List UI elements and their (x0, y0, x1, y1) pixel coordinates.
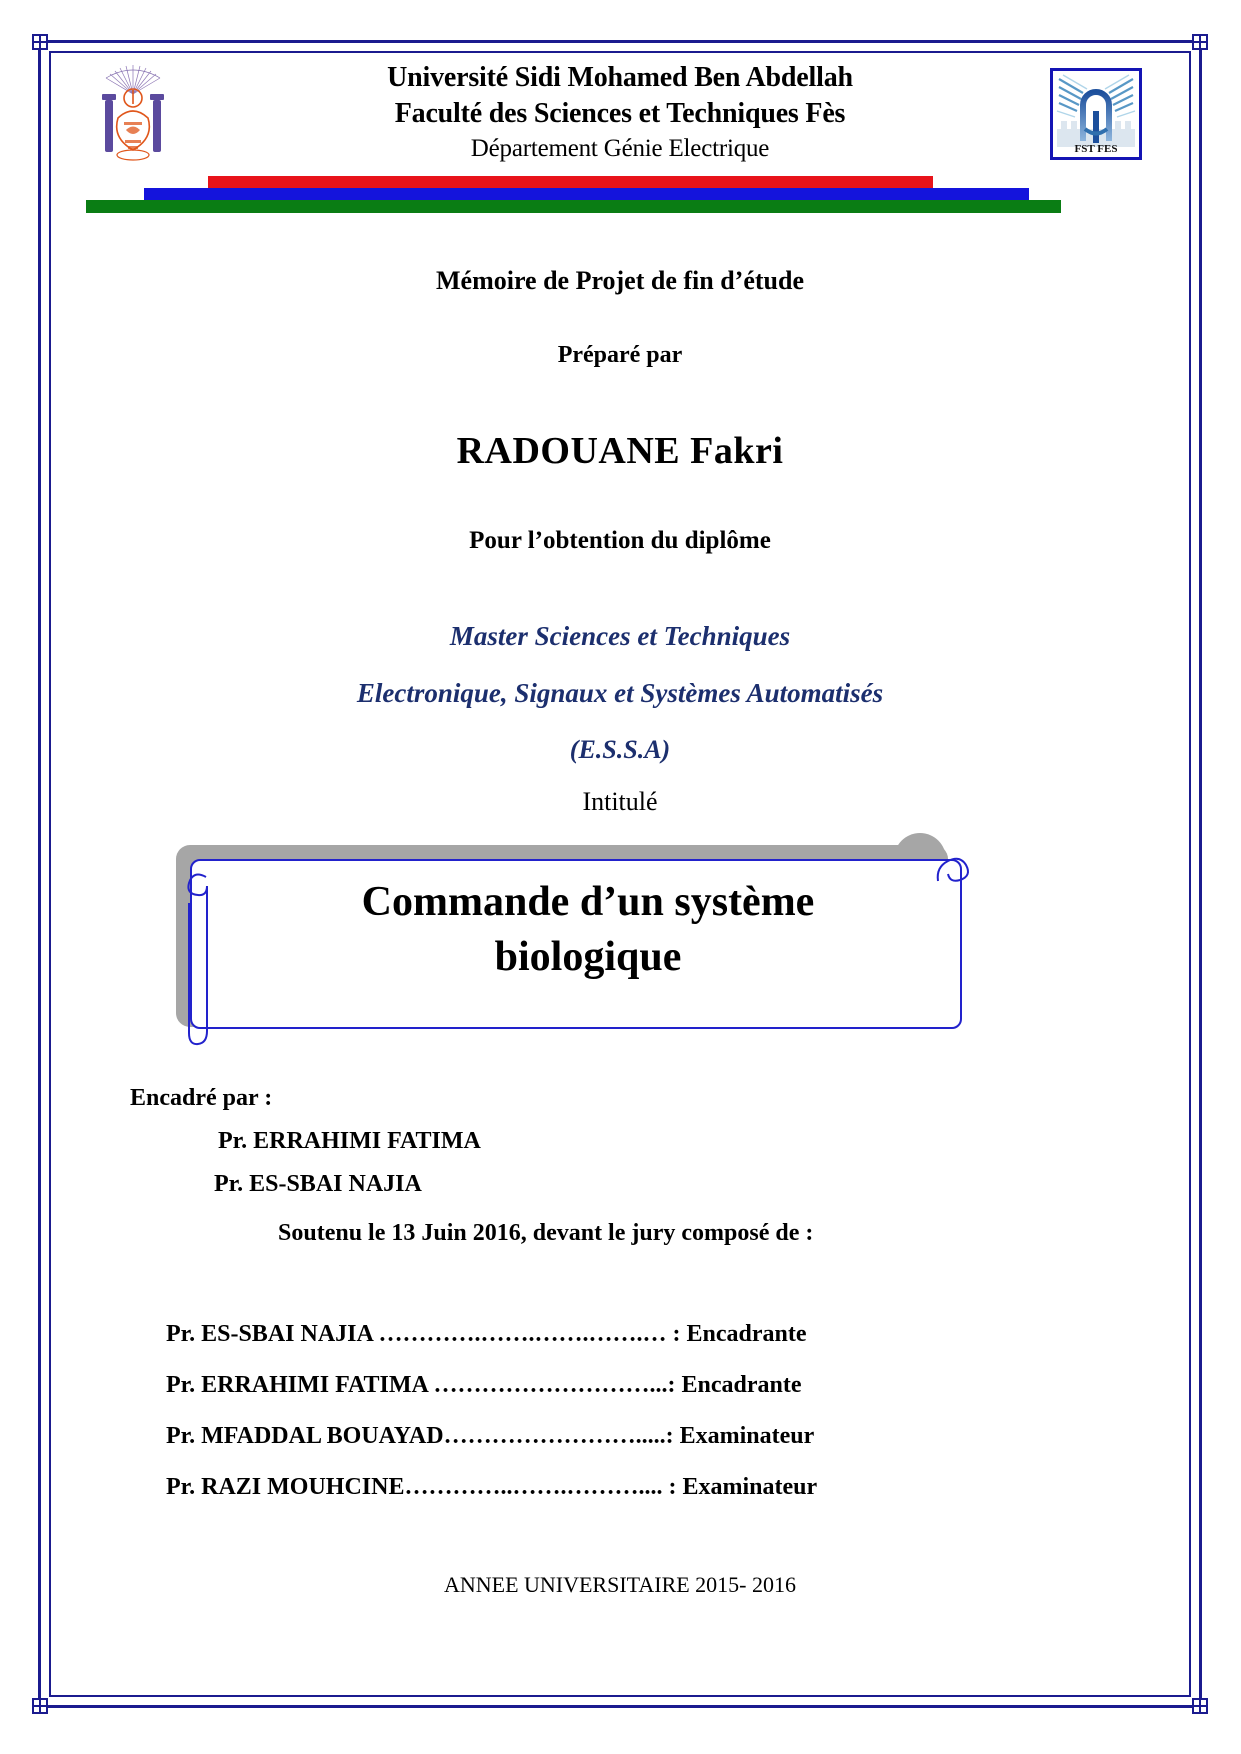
supervisors-heading: Encadré par : (130, 1085, 273, 1111)
page-header (56, 54, 1184, 172)
academic-year-footer: ANNEE UNIVERSITAIRE 2015- 2016 (443, 1572, 797, 1597)
supervisor-name-1: Pr. ERRAHIMI FATIMA (218, 1128, 481, 1154)
faculty-name: Faculté des Sciences et Techniques Fès (394, 98, 846, 130)
memoire-label: Mémoire de Projet de fin d’étude (436, 266, 804, 295)
diploma-label: Pour l’obtention du diplôme (469, 527, 771, 554)
jury-member-row-2: Pr. ERRAHIMI FATIMA ………………………...: Encadrante (166, 1372, 802, 1398)
corner-mark-bottom-left (32, 1698, 48, 1714)
fst-fes-logo (1050, 68, 1142, 160)
department-name: Département Génie Electrique (470, 134, 770, 162)
header-institution-titles (56, 60, 1184, 165)
university-name: Université Sidi Mohamed Ben Abdellah (387, 62, 853, 93)
thesis-title-line1: Commande d’un système (361, 879, 815, 925)
corner-mark-top-right (1192, 34, 1208, 50)
title-scroll-banner (56, 837, 1184, 1049)
thesis-title-line2: biologique (494, 933, 682, 980)
master-program-line1: Master Sciences et Techniques (449, 621, 791, 651)
supervisor-name-2: Pr. ES-SBAI NAJIA (214, 1171, 422, 1197)
jury-member-row-4: Pr. RAZI MOUHCINE…………..…….……….... : Examinateur (166, 1474, 818, 1500)
jury-list (56, 1321, 1184, 1501)
scroll-left-curl-icon (182, 863, 216, 1053)
defense-date-line: Soutenu le 13 Juin 2016, devant le jury composé de : (278, 1220, 814, 1246)
thesis-title (228, 875, 948, 984)
intitule-label: Intitulé (582, 787, 658, 816)
corner-mark-bottom-right (1192, 1698, 1208, 1714)
fst-fes-logo-caption: FST FES (1074, 143, 1118, 155)
cover-page-content (56, 54, 1184, 1694)
corner-mark-top-left (32, 34, 48, 50)
author-name: RADOUANE Fakri (456, 430, 784, 472)
master-program-line2: Electronique, Signaux et Systèmes Automatisés (356, 678, 884, 708)
divider-bar-green (86, 200, 1061, 213)
tricolor-divider-bars (56, 176, 1184, 222)
prepared-by-label: Préparé par (557, 342, 683, 368)
jury-member-row-1: Pr. ES-SBAI NAJIA ………….…….…….…….… : Encadrante (166, 1321, 807, 1347)
master-program-abbrev: (E.S.S.A) (569, 735, 671, 764)
supervisors-section (56, 1085, 1184, 1247)
jury-member-row-3: Pr. MFADDAL BOUAYAD…………………….....: Examinateur (166, 1423, 815, 1449)
cover-main-text (56, 266, 1184, 817)
